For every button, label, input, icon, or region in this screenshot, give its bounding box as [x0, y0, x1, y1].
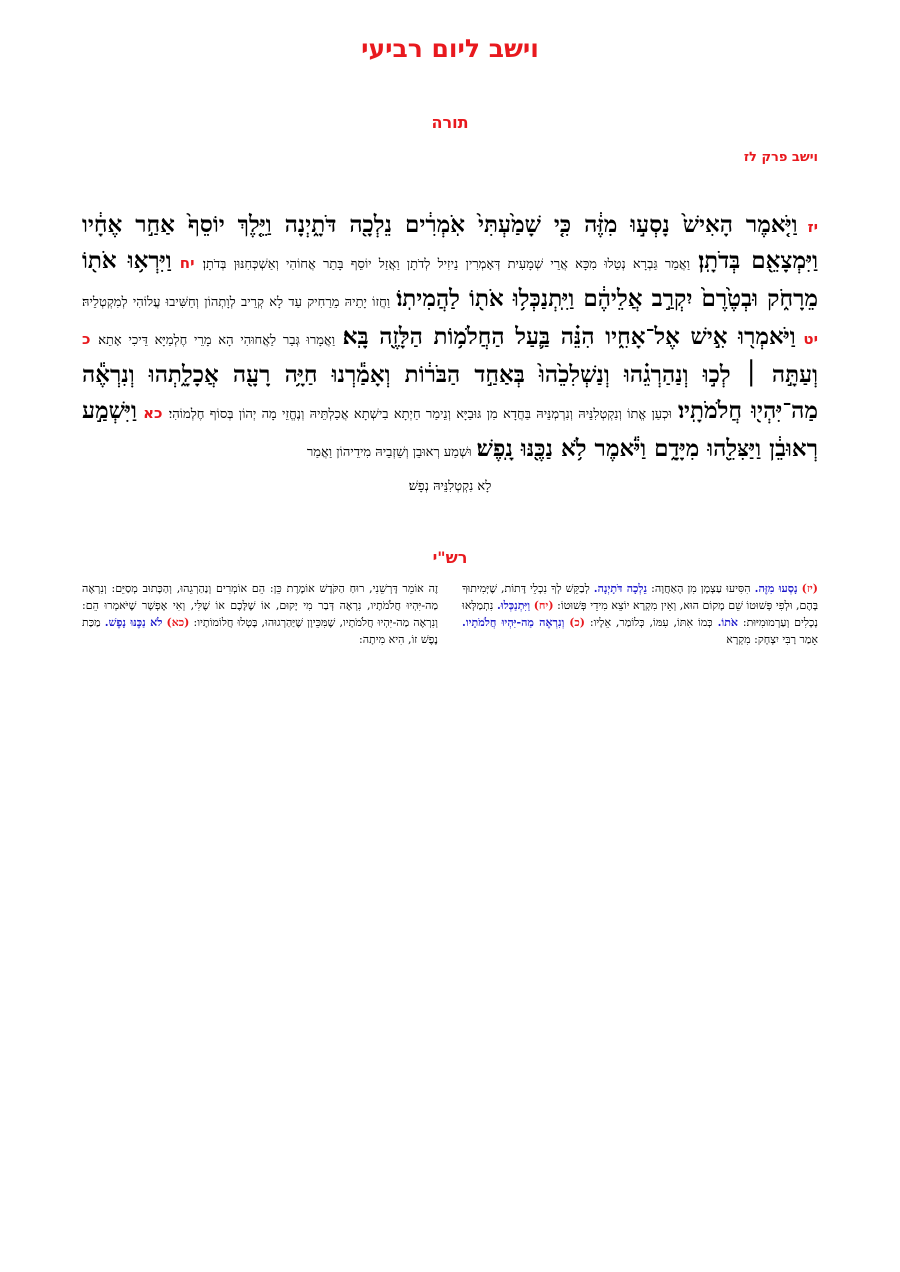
rashi-dibur-hamatchil: אֹתוֹ. [717, 616, 738, 629]
verse-text: וַיֹּ֤אמֶר הָאִישׁ֙ נָסְע֣וּ מִזֶּ֔ה כִּ֤י שָׁמַ֙עְתִּי֙ אֹֽמְרִ֔ים נֵלְכָ֖ה דֹּתָ֑יְנָה וַיֵּ֤לֶךְ יוֹסֵף֙ אַחַ֣ר אֶחָ֔יו וַיִּמְצָאֵ֖ם בְּדֹתָֽן׃ [82, 211, 819, 274]
verse-number: יז [807, 218, 819, 236]
verse-number: יט [803, 330, 818, 348]
verse-number: כ [82, 330, 91, 348]
rashi-column-right [462, 580, 818, 648]
rashi-verse-number: (כ) [569, 616, 586, 629]
onkelos-text: וּכְעַן אֱתוֹ וְנִקְטְלִנֵּיהּ וְנִרְמְנֵּיהּ בַּחֲדָא מִן גּוּבַיָּא וְנֵימַר חַיְתָא בִישְׁתָא אֲכַלְתֵּיהּ וְנֶחֱזֵי מָה יְהוֹן בְּסוֹף חֶלְמוֹהִי׃ [168, 407, 672, 422]
verse-number: יח [179, 254, 195, 272]
page-title: וישב ליום רביעי [361, 34, 539, 63]
verse-text: וַיֹּאמְר֖וּ אִ֣ישׁ אֶל־אָחִ֑יו הִנֵּ֗ה בַּ֛עַל הַחֲלֹמ֥וֹת הַלָּזֶ֖ה בָּֽא׃ [342, 323, 796, 350]
rashi-section-header: רש"י [432, 548, 468, 567]
rashi-text: לְבַקֵּשׁ לְךָ נִכְלֵי דָּתוֹת, שֶׁיְּמִיתוּךָ בָּהֶם, וּלְפִי פְּשׁוּטוֹ שֵׁם מָקוֹם הוּא, וְאֵין מִקְרָא יוֹצֵא מִידֵי פְּשׁוּטוֹ: [462, 582, 819, 612]
verse-text: וַיִּשְׁמַ֣ע רְאוּבֵ֔ן וַיַּצִּלֵ֖הוּ מִיָּדָ֑ם וַיֹּ֕אמֶר לֹ֥א נַכֶּ֖נּוּ נָֽפֶשׁ׃ [82, 397, 818, 462]
verse-text: וַיִּרְא֥וּ אֹת֖וֹ מֵרָחֹ֑ק וּבְטֶ֙רֶם֙ יִקְרַ֣ב אֲלֵיהֶ֔ם וַיִּֽתְנַכְּל֥וּ אֹת֖וֹ לַהֲמִיתֽוֹ׃ [82, 247, 818, 312]
rashi-dibur-hamatchil: וַיִּתְנַכְּלוּ. [496, 599, 531, 612]
rashi-verse-number: (יז) [801, 582, 818, 595]
rashi-text: אָמַר רַבִּי יִצְחָק: מִקְרָא [726, 633, 818, 646]
onkelos-text-end: לָא נִקְטְלִנֵּיהּ נְפָשׁ׃ [408, 479, 492, 494]
rashi-text: כְּמוֹ אִתּוֹ, עִמּוֹ, כְּלוֹמַר, אֵלָיו: [589, 616, 713, 629]
rashi-dibur-hamatchil: וְנִרְאֶה מַה-יִּהְיוּ חֲלֹמֹתָיו. [462, 616, 565, 629]
rashi-text: מַכַּת נֶפֶשׁ זוֹ, הִיא מִיתָה: [82, 616, 438, 646]
onkelos-text: וּשְׁמַע רְאוּבֵן וְשֵׁזְבֵיהּ מִידֵיהוֹן וַאֲמַר [306, 445, 472, 460]
rashi-dibur-hamatchil: נֵלְכָה דֹּתָיְנָה. [593, 582, 648, 595]
rashi-text: נִתְמַלְּאוּ נְכָלִים וְעַרְמוּמִיּוּת: [462, 599, 818, 629]
rashi-text: הִסִּיעוּ עַצְמָן מִן הָאַחֲוָה: [651, 582, 751, 595]
rashi-dibur-hamatchil: נָסְעוּ מִזֶּה. [754, 582, 798, 595]
rashi-dibur-hamatchil: לֹא נַכֶּנּוּ נָפֶשׁ. [104, 616, 163, 629]
torah-section-header: תורה [431, 113, 469, 132]
rashi-text: זֶה אוֹמֵר דָּרְשֵׁנִי, רוּחַ הַקֹּדֶשׁ אוֹמֶרֶת כֵּן: הֵם אוֹמְרִים וְנַהַרְגֵהוּ, וְהַכָּתוּב מְסַיֵּם: וְנִרְאֶה מַה-יִּהְיוּ חֲלֹמֹתָיו, נִרְאֶה דְּבַר מִי יָקוּם, אוֹ שֶׁלָּכֶם אוֹ שֶׁלִּי, וְאִי אֶפְשָׁר שֶׁיֹּאמְרוּ הֵם: וְנִרְאֶה מַה-יִּהְיוּ חֲלֹמֹתָיו, שֶׁמִּכֵּיוָן שֶׁיַּהַרְגוּהוּ, בָּטְלוּ חֲלוֹמוֹתָיו: [82, 582, 438, 629]
rashi-verse-number: (יח) [533, 599, 554, 612]
rashi-verse-number: (כא) [166, 616, 190, 629]
torah-text-block [82, 208, 818, 502]
verse-number: כא [143, 404, 163, 422]
rashi-column-left [82, 580, 438, 648]
verse-text: וְעַתָּ֣ה ׀ לְכ֣וּ וְנַהַרְגֵ֗הוּ וְנַשְׁלִכֵ֙הוּ֙ בְּאַחַ֣ד הַבֹּר֔וֹת וְאָמַ֕רְנוּ חַיָּ֥ה רָעָ֖ה אֲכָלָ֑תְהוּ וְנִרְאֶ֕ה מַה־יִּהְי֖וּ חֲלֹמֹתָֽיו׃ [82, 361, 819, 424]
onkelos-text: וַחֲזוֹ יָתֵיהּ מֵרַחִיק עַד לָא קְרֵיב לְוָתְהוֹן וְחַשִּׁיבוּ עֲלוֹהִי לְמִקְטְלֵיהּ׃ [82, 295, 391, 310]
chapter-label: וישב פרק לז [743, 150, 818, 165]
onkelos-text: וַאֲמַר גַּבְרָא נְטַלוּ מִכָּא אֲרֵי שְׁמָעִית דְּאָמְרִין נֵיזִיל לְדֹתָן וַאֲזַל יוֹסֵף בָּתַר אֲחוֹהִי וְאַשְׁכְּחִנּוּן בְּדֹתָן׃ [202, 257, 691, 272]
onkelos-text: וַאֲמָרוּ גְּבַר לַאֲחוּהִי הָא מָרֵי חֶלְמַיָּא דֵּיכִי אָתֵא׃ [98, 333, 336, 348]
